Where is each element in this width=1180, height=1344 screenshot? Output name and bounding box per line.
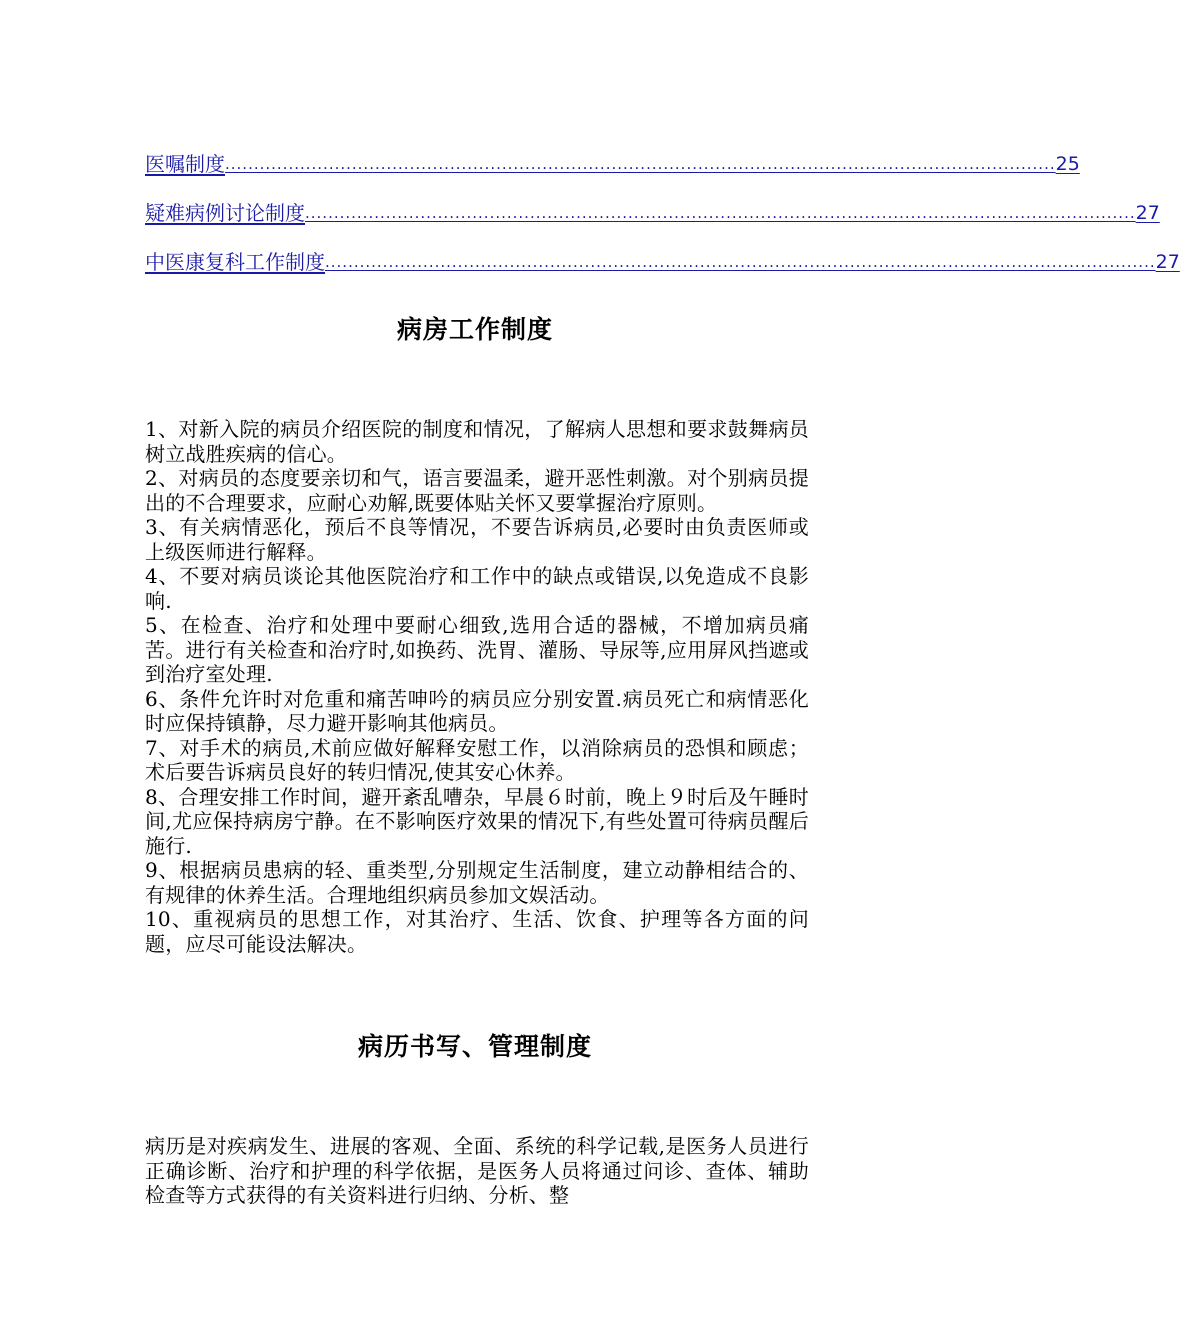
toc-leader-dots: ................................................................................................................................................ xyxy=(225,155,1056,173)
toc-page-number: 25 xyxy=(1055,153,1080,175)
rule-item: 4、不要对病员谈论其他医院治疗和工作中的缺点或错误,以免造成不良影响. xyxy=(145,564,809,613)
section-heading-ward-rules: 病房工作制度 xyxy=(396,315,553,344)
rule-item: 5、在检查、治疗和处理中要耐心细致,选用合适的器械，不增加病员痛苦。进行有关检查和治疗时,如换药、洗胃、灌肠、导尿等,应用屏风挡遮或到治疗室处理. xyxy=(145,613,809,686)
rule-item: 3、有关病情恶化，预后不良等情况，不要告诉病员,必要时由负责医师或上级医师进行解释。 xyxy=(145,515,809,564)
ward-rules-list xyxy=(145,417,809,956)
toc-entry-difficult-case-discussion[interactable] xyxy=(145,181,1160,230)
toc-entry-title: 中医康复科工作制度 xyxy=(145,250,325,274)
rule-item: 7、对手术的病员,术前应做好解释安慰工作，以消除病员的恐惧和顾虑；术后要告诉病员良好的转归情况,使其安心休养。 xyxy=(145,735,809,784)
medical-records-paragraph-block xyxy=(145,1134,809,1208)
toc-entry-title: 疑难病例讨论制度 xyxy=(145,201,305,225)
rule-item: 6、条件允许时对危重和痛苦呻吟的病员应分别安置.病员死亡和病情恶化时应保持镇静，尽力避开影响其他病员。 xyxy=(145,686,809,735)
toc-page-number: 27 xyxy=(1155,251,1180,273)
rule-item: 1、对新入院的病员介绍医院的制度和情况，了解病人思想和要求鼓舞病员树立战胜疾病的信心。 xyxy=(145,417,809,466)
rule-item: 10、重视病员的思想工作，对其治疗、生活、饮食、护理等各方面的问题，应尽可能设法解决。 xyxy=(145,907,809,956)
section-heading-medical-records: 病历书写、管理制度 xyxy=(357,1032,592,1061)
toc-entry-tcm-rehab-dept[interactable] xyxy=(145,230,1180,279)
toc-page-number: 27 xyxy=(1135,202,1160,224)
toc-entry-medical-orders[interactable] xyxy=(145,132,1080,181)
toc-leader-dots: ................................................................................................................................................ xyxy=(325,253,1156,271)
toc-entry-title: 医嘱制度 xyxy=(145,152,225,176)
table-of-contents xyxy=(145,132,1180,279)
toc-leader-dots: ................................................................................................................................................ xyxy=(305,204,1136,222)
rule-item: 9、根据病员患病的轻、重类型,分别规定生活制度，建立动静相结合的、有规律的休养生活。合理地组织病员参加文娱活动。 xyxy=(145,858,809,907)
body-paragraph: 病历是对疾病发生、进展的客观、全面、系统的科学记载,是医务人员进行正确诊断、治疗和护理的科学依据，是医务人员将通过问诊、查体、辅助检查等方式获得的有关资料进行归纳、分析、整 xyxy=(145,1134,809,1207)
rule-item: 8、合理安排工作时间，避开紊乱嘈杂，早晨６时前，晚上９时后及午睡时间,尤应保持病房宁静。在不影响医疗效果的情况下,有些处置可待病员醒后施行. xyxy=(145,784,809,858)
rule-item: 2、对病员的态度要亲切和气，语言要温柔，避开恶性刺激。对个别病员提出的不合理要求，应耐心劝解,既要体贴关怀又要掌握治疗原则。 xyxy=(145,466,809,515)
